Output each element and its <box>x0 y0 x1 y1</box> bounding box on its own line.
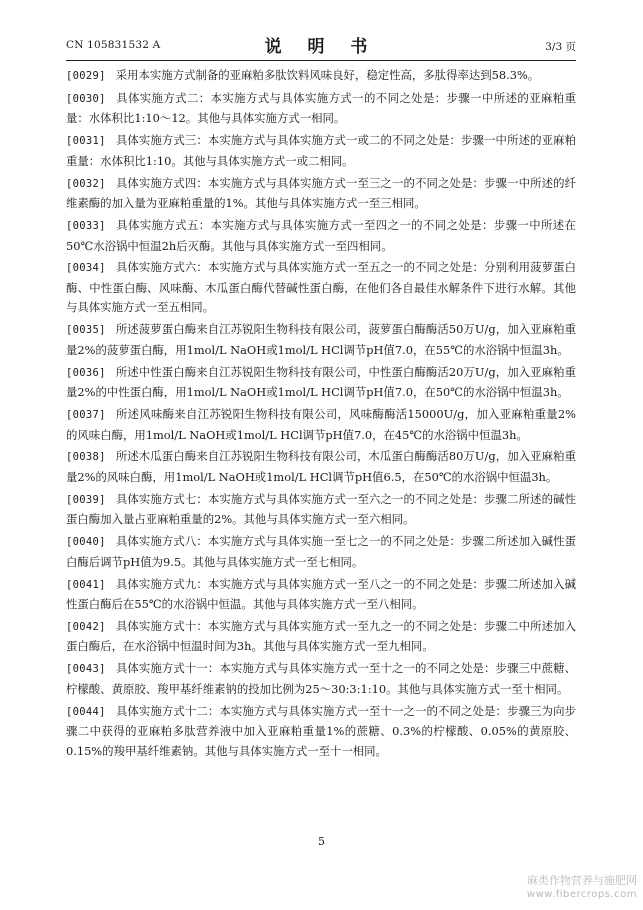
paragraph <box>66 405 576 445</box>
paragraph <box>66 702 576 762</box>
paragraph <box>66 174 576 214</box>
paragraph-text: 具体实施方式十二：本实施方式与具体实施方式一至十一之一的不同之处是：步骤三为向步骤二中获得的亚麻粕多肽营养液中加入亚麻粕重量1%的蔗糖、0.3%的柠檬酸、0.05%的黄原胶、0.15%的羧甲基纤维素钠。其他与具体实施方式一至十一相同。 <box>66 703 576 758</box>
paragraph-number: [0040] <box>66 536 106 549</box>
document-body <box>66 66 576 764</box>
paragraph-number: [0030] <box>66 92 106 105</box>
page-header <box>66 30 576 61</box>
paragraph-number: [0038] <box>66 451 106 464</box>
page-info: 3/3 页 <box>545 41 576 53</box>
paragraph-text: 采用本实施方式制备的亚麻粕多肽饮料风味良好，稳定性高，多肽得率达到58.3%。 <box>115 68 540 82</box>
paragraph <box>66 131 576 171</box>
paragraph <box>66 617 576 657</box>
paragraph-number: [0029] <box>66 70 106 82</box>
paragraph-number: [0034] <box>66 262 106 275</box>
paragraph <box>66 532 576 572</box>
paragraph <box>66 216 576 256</box>
watermark-url: www.fibercrops.com <box>526 889 637 900</box>
paragraph-text: 所述木瓜蛋白酶来自江苏锐阳生物科技有限公司，木瓜蛋白酶酶活80万U/g，加入亚麻粕重量2%的风味白酶，用1mol/L NaOH或1mol/L HCl调节pH值6.5，在50℃的水浴锅中恒温3h。 <box>66 449 576 484</box>
paragraph <box>66 575 576 615</box>
paragraph-number: [0031] <box>66 135 106 148</box>
paragraph-number: [0044] <box>66 705 106 718</box>
paragraph <box>66 320 576 360</box>
paragraph-text: 所述菠萝蛋白酶来自江苏锐阳生物科技有限公司，菠萝蛋白酶酶活50万U/g，加入亚麻粕重量2%的菠萝蛋白酶，用1mol/L NaOH或1mol/L HCl调节pH值7.0，在55℃的水浴锅中恒温3h。 <box>66 322 576 357</box>
paragraph <box>66 89 576 129</box>
paragraph-text: 具体实施方式八：本实施方式与具体实施一至七之一的不同之处是：步骤二所述加入碱性蛋白酶后调节pH值为9.5。其他与具体实施方式一至七相同。 <box>66 534 576 569</box>
paragraph-text: 具体实施方式七：本实施方式与具体实施方式一至六之一的不同之处是：步骤二所述的碱性蛋白酶加入量占亚麻粕重量的2%。其他与具体实施方式一至六相同。 <box>66 491 576 527</box>
watermark-site-name: 麻类作物营养与施肥网 <box>527 874 637 887</box>
page-number: 5 <box>318 835 325 848</box>
paragraph <box>66 66 576 87</box>
paragraph-number: [0033] <box>66 219 106 232</box>
paragraph-number: [0037] <box>66 409 106 421</box>
paragraph-number: [0042] <box>66 620 106 633</box>
paragraph-number: [0035] <box>66 324 106 337</box>
paragraph <box>66 363 576 403</box>
paragraph-text: 所述风味酶来自江苏锐阳生物科技有限公司，风味酶酶活15000U/g，加入亚麻粕重量2%的风味白酶，用1mol/L NaOH或1mol/L HCl调节pH值7.0，在45℃的水浴锅中恒温3h。 <box>66 407 576 442</box>
paragraph-text: 所述中性蛋白酶来自江苏锐阳生物科技有限公司，中性蛋白酶酶活20万U/g，加入亚麻粕重量2%的中性蛋白酶，用1mol/L NaOH或1mol/L HCl调节pH值7.0，在50℃的水浴锅中恒温3h。 <box>66 364 576 400</box>
publication-number: CN 105831532 A <box>66 39 161 51</box>
paragraph-text: 具体实施方式十一：本实施方式与具体实施方式一至十之一的不同之处是：步骤三中蔗糖、柠檬酸、黄原胶、羧甲基纤维素钠的投加比例为25～30:3:1:10。其他与具体实施方式一至十相同。 <box>66 661 576 696</box>
paragraph-text: 具体实施方式九：本实施方式与具体实施方式一至八之一的不同之处是：步骤二所述加入碱性蛋白酶后在55℃的水浴锅中恒温。其他与具体实施方式一至八相同。 <box>66 576 576 612</box>
document-title: 说 明 书 <box>264 37 378 57</box>
paragraph-number: [0039] <box>66 493 106 506</box>
paragraph-number: [0043] <box>66 663 106 676</box>
paragraph-text: 具体实施方式六：本实施方式与具体实施方式一至五之一的不同之处是：分别利用菠萝蛋白酶、中性蛋白酶、风味酶、木瓜蛋白酶代替碱性蛋白酶，在他们各自最佳水解条件下进行水解。其他与具体实施方式一至五相同。 <box>66 260 576 315</box>
paragraph <box>66 490 576 530</box>
paragraph-text: 具体实施方式三：本实施方式与具体实施方式一或二的不同之处是：步骤一中所述的亚麻粕重量：水体积比1:10。其他与具体实施方式一或二相同。 <box>66 133 576 168</box>
paragraph-number: [0036] <box>66 366 106 379</box>
paragraph <box>66 258 576 318</box>
watermark <box>527 874 637 902</box>
paragraph-number: [0032] <box>66 177 106 190</box>
paragraph-text: 具体实施方式二：本实施方式与具体实施方式一的不同之处是：步骤一中所述的亚麻粕重量：水体积比1:10～12。其他与具体实施方式一相同。 <box>66 90 576 126</box>
paragraph <box>66 659 576 699</box>
paragraph-text: 具体实施方式四：本实施方式与具体实施方式一至三之一的不同之处是：步骤一中所述的纤维素酶的加入量为亚麻粕重量的1%。其他与具体实施方式一至三相同。 <box>66 175 576 211</box>
paragraph-text: 具体实施方式十：本实施方式与具体实施方式一至九之一的不同之处是：步骤二中所述加入蛋白酶后，在水浴锅中恒温时间为3h。其他与具体实施方式一至九相同。 <box>66 618 576 654</box>
paragraph-text: 具体实施方式五：本实施方式与具体实施方式一至四之一的不同之处是：步骤一中所述在50℃水浴锅中恒温2h后灭酶。其他与具体实施方式一至四相同。 <box>66 217 576 253</box>
paragraph <box>66 447 576 487</box>
paragraph-number: [0041] <box>66 578 106 591</box>
